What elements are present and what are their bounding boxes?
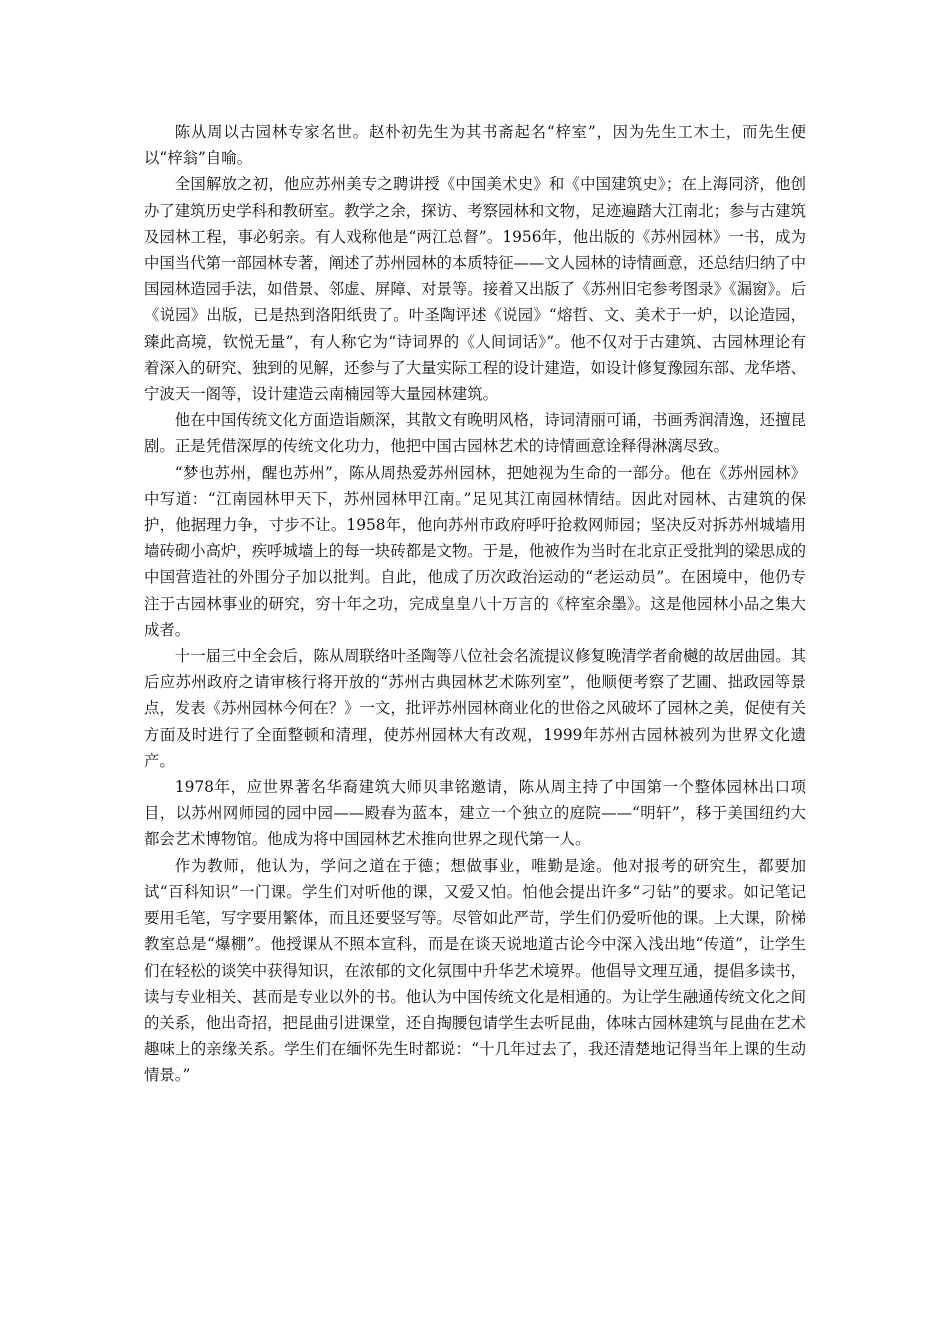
- document-body: [144, 119, 806, 1089]
- paragraph-6: 1978年，应世界著名华裔建筑大师贝聿铭邀请，陈从周主持了中国第一个整体园林出口项目，以苏州网师园的园中园——殿春为蓝本，建立一个独立的庭院——“明轩”，移于美国纽约大都会艺术博物馆。他成为将中国园林艺术推向世界之现代第一人。: [144, 778, 806, 849]
- paragraph-4: “梦也苏州，醒也苏州”，陈从周热爱苏州园林，把她视为生命的一部分。他在《苏州园林》中写道：“江南园林甲天下，苏州园林甲江南。”足见其江南园林情结。因此对园林、古建筑的保护，他据理力争，寸步不让。1958年，他向苏州市政府呼吁抢救网师园；坚决反对拆苏州城墙用墙砖砌小高炉，疾呼城墙上的每一块砖都是文物。于是，他被作为当时在北京正受批判的梁思成的中国营造社的外围分子加以批判。自此，他成了历次政治运动的“老运动员”。在困境中，他仍专注于古园林事业的研究，穷十年之功，完成皇皇八十万言的《梓室余墨》。这是他园林小品之集大成者。: [144, 463, 806, 639]
- paragraph-2: 全国解放之初，他应苏州美专之聘讲授《中国美术史》和《中国建筑史》；在上海同济，他创办了建筑历史学科和教研室。教学之余，探访、考察园林和文物，足迹遍踏大江南北；参与古建筑及园林工程，事必躬亲。有人戏称他是“两江总督”。1956年，他出版的《苏州园林》一书，成为中国当代第一部园林专著，阐述了苏州园林的本质特征——文人园林的诗情画意，还总结归纳了中国园林造园手法，如借景、邻虚、屏障、对景等。接着又出版了《苏州旧宅参考图录》《漏窗》。后《说园》出版，已是热到洛阳纸贵了。叶圣陶评述《说园》“熔哲、文、美术于一炉，以论造园，臻此高境，钦悦无量”，有人称它为“诗词界的《人间词话》”。他不仅对于古建筑、古园林理论有着深入的研究、独到的见解，还参与了大量实际工程的设计建造，如设计修复豫园东部、龙华塔、宁波天一阁等，设计建造云南楠园等大量园林建筑。: [144, 175, 806, 404]
- paragraph-5: 十一届三中全会后，陈从周联络叶圣陶等八位社会名流提议修复晚清学者俞樾的故居曲园。其后应苏州政府之请审核行将开放的“苏州古典园林艺术陈列室”，他顺便考察了艺圃、拙政园等景点，发表《苏州园林今何在？》一文，批评苏州园林商业化的世俗之风破坏了园林之美，促使有关方面及时进行了全面整顿和清理，使苏州园林大有改观，1999年苏州古园林被列为世界文化遗产。: [144, 647, 806, 770]
- paragraph-1: 陈从周以古园林专家名世。赵朴初先生为其书斋起名“梓室”，因为先生工木土，而先生便以“梓翁”自喻。: [144, 123, 806, 168]
- paragraph-3: 他在中国传统文化方面造诣颇深，其散文有晚明风格，诗词清丽可诵，书画秀润清逸，还擅昆剧。正是凭借深厚的传统文化功力，他把中国古园林艺术的诗情画意诠释得淋漓尽致。: [144, 411, 806, 456]
- paragraph-7: 作为教师，他认为，学问之道在于德；想做事业，唯勤是途。他对报考的研究生，都要加试“百科知识”一门课。学生们对听他的课，又爱又怕。怕他会提出许多“刁钻”的要求。如记笔记要用毛笔，写字要用繁体，而且还要竖写等。尽管如此严苛，学生们仍爱听他的课。上大课，阶梯教室总是“爆棚”。他授课从不照本宣科，而是在谈天说地道古论今中深入浅出地“传道”，让学生们在轻松的谈笑中获得知识，在浓郁的文化氛围中升华艺术境界。他倡导文理互通，提倡多读书，读与专业相关、甚而是专业以外的书。他认为中国传统文化是相通的。为让学生融通传统文化之间的关系，他出奇招，把昆曲引进课堂，还自掏腰包请学生去听昆曲，体味古园林建筑与昆曲在艺术趣味上的亲缘关系。学生们在缅怀先生时都说：“十几年过去了，我还清楚地记得当年上课的生动情景。”: [144, 856, 806, 1085]
